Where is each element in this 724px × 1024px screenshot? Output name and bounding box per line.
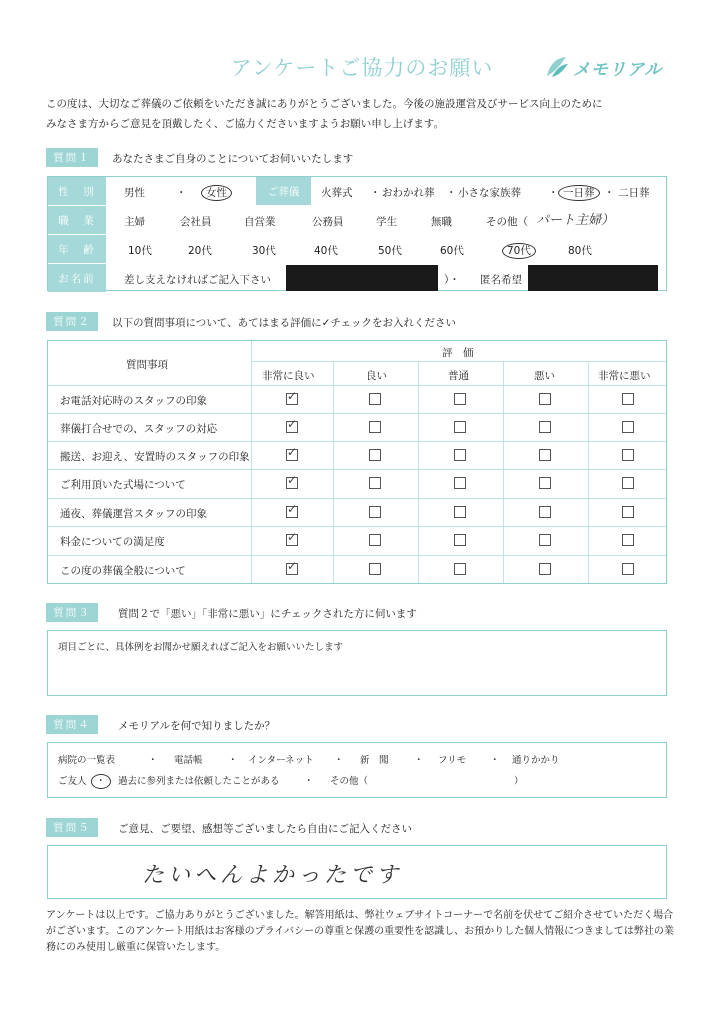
job-other-written: パート主婦） <box>536 213 615 228</box>
rating-checkbox[interactable] <box>539 393 551 405</box>
job-option-employee[interactable]: 会社員 <box>180 216 212 228</box>
rating-header: 評 価 <box>442 347 474 359</box>
q1-question: あなたさまご自身のことについてお伺いいたします <box>112 153 354 165</box>
rating-checkbox[interactable] <box>286 421 298 433</box>
rating-checkbox[interactable] <box>622 534 634 546</box>
q3-prompt: 項目ごとに、具体例をお聞かせ願えればご記入をお願いいたします <box>58 642 344 653</box>
gender-head: 性 別 <box>48 177 106 205</box>
job-option-student[interactable]: 学生 <box>376 216 397 228</box>
rating-col-bad: 悪い <box>534 370 555 382</box>
rating-col-good: 良い <box>366 370 387 382</box>
q3-label: 質問３ <box>46 603 98 622</box>
closing-text: アンケートは以上です。ご協力ありがとうございました。解答用紙は、弊社ウェブサイトコーナーで名前を伏せてご紹介させていただく場合がございます。このアンケート用紙はお客様のプライバシーの尊重と保護の重要性を認識し、お預かりした個人情報につきましては弊社の業務にのみ使用し厳重に保管いたします。 <box>46 910 674 953</box>
age-option-20s[interactable]: 20代 <box>188 245 212 257</box>
rating-checkbox[interactable] <box>454 506 466 518</box>
rating-checkbox[interactable] <box>286 393 298 405</box>
rating-item-label: 葬儀打合せでの、スタッフの対応 <box>60 423 218 435</box>
job-option-other[interactable]: その他（ <box>486 216 528 228</box>
rating-checkbox[interactable] <box>622 506 634 518</box>
q1-label: 質問１ <box>46 148 98 167</box>
rating-col-average: 普通 <box>448 370 469 382</box>
rating-checkbox[interactable] <box>454 393 466 405</box>
memorial-logo <box>544 52 662 82</box>
rating-checkbox[interactable] <box>286 449 298 461</box>
age-option-10s[interactable]: 10代 <box>128 245 152 257</box>
rating-checkbox[interactable] <box>369 534 381 546</box>
rating-checkbox[interactable] <box>369 477 381 489</box>
rating-checkbox[interactable] <box>622 563 634 575</box>
q1-table <box>47 176 667 291</box>
separator: ・ <box>228 755 238 766</box>
q5-question: ご意見、ご要望、感想等ございましたら自由にご記入ください <box>118 823 412 835</box>
funeral-option-two-day[interactable]: 二日葬 <box>618 187 650 199</box>
anonymous-label: 匿名希望 <box>480 274 522 286</box>
item-header: 質問事項 <box>126 359 168 371</box>
job-option-civil-servant[interactable]: 公務員 <box>312 216 344 228</box>
rating-checkbox[interactable] <box>539 477 551 489</box>
job-option-unemployed[interactable]: 無職 <box>431 216 452 228</box>
rating-checkbox[interactable] <box>454 449 466 461</box>
rating-checkbox[interactable] <box>622 449 634 461</box>
q4-option-newspaper[interactable]: 新 聞 <box>360 755 389 766</box>
q4-option-furimo[interactable]: フリモ <box>438 755 467 766</box>
rating-checkbox[interactable] <box>539 563 551 575</box>
separator: ・ <box>490 755 500 766</box>
q5-handwritten-answer: たいへんよかったです <box>142 863 403 888</box>
q4-option-past-attendance[interactable]: 過去に参列または依頼したことがある <box>118 776 280 787</box>
rating-checkbox[interactable] <box>454 534 466 546</box>
separator: ・ <box>414 755 424 766</box>
rating-checkbox[interactable] <box>622 393 634 405</box>
name-close: ）・ <box>444 274 460 286</box>
job-option-housewife[interactable]: 主婦 <box>124 216 145 228</box>
rating-checkbox[interactable] <box>622 421 634 433</box>
separator: ・ <box>370 187 381 199</box>
q4-option-internet[interactable]: インターネット <box>248 755 314 766</box>
separator: ・ <box>548 187 559 199</box>
rating-checkbox[interactable] <box>369 563 381 575</box>
rating-checkbox[interactable] <box>539 506 551 518</box>
logo-text: メモリアル <box>573 59 663 80</box>
q5-answer-box[interactable] <box>47 845 667 899</box>
q2-rating-table <box>47 340 667 584</box>
rating-col-very-bad: 非常に悪い <box>598 370 651 382</box>
rating-checkbox[interactable] <box>539 534 551 546</box>
rating-item-label: ご利用頂いた式場について <box>60 479 186 491</box>
rating-checkbox[interactable] <box>622 477 634 489</box>
separator: ・ <box>446 187 457 199</box>
q5-label: 質問５ <box>46 818 98 837</box>
q4-other-close: ） <box>514 776 524 787</box>
age-option-30s[interactable]: 30代 <box>252 245 276 257</box>
q4-selected-circle[interactable]: ・ <box>96 773 106 787</box>
q3-answer-box[interactable] <box>47 630 667 696</box>
q2-label: 質問２ <box>46 312 98 331</box>
rating-checkbox[interactable] <box>286 477 298 489</box>
rating-checkbox[interactable] <box>286 563 298 575</box>
rating-checkbox[interactable] <box>454 477 466 489</box>
funeral-head: ご葬儀 <box>256 177 311 205</box>
rating-item-label: 搬送、お迎え、安置時のスタッフの印象 <box>60 451 250 463</box>
gender-option-female[interactable]: 女性 <box>206 185 227 200</box>
redacted-anonymous <box>528 265 658 291</box>
funeral-option-family[interactable]: 小さな家族葬 <box>458 187 521 199</box>
rating-item-label: この度の葬儀全般について <box>60 565 186 577</box>
rating-item-label: お電話対応時のスタッフの印象 <box>60 395 207 407</box>
job-option-self-employed[interactable]: 自営業 <box>244 216 276 228</box>
age-option-60s[interactable]: 60代 <box>440 245 464 257</box>
redacted-name <box>286 265 438 291</box>
rating-checkbox[interactable] <box>539 449 551 461</box>
age-option-50s[interactable]: 50代 <box>378 245 402 257</box>
page-title: アンケートご協力のお願い <box>230 56 494 80</box>
rating-col-very-good: 非常に良い <box>262 370 315 382</box>
rating-checkbox[interactable] <box>369 449 381 461</box>
funeral-option-one-day[interactable]: 一日葬 <box>563 185 595 200</box>
age-option-40s[interactable]: 40代 <box>314 245 338 257</box>
separator: ・ <box>304 776 314 787</box>
rating-checkbox[interactable] <box>286 534 298 546</box>
q4-options-box <box>47 742 667 798</box>
age-option-80s[interactable]: 80代 <box>568 245 592 257</box>
rating-checkbox[interactable] <box>454 421 466 433</box>
q4-option-phonebook[interactable]: 電話帳 <box>174 755 203 766</box>
q2-question: 以下の質問事項について、あてはまる評価に✓チェックをお入れください <box>112 317 457 329</box>
q4-question: メモリアルを何で知りましたか？ <box>118 720 276 732</box>
leaf-logo-icon <box>544 54 570 80</box>
rating-checkbox[interactable] <box>286 506 298 518</box>
age-head: 年 齢 <box>48 235 106 263</box>
rating-checkbox[interactable] <box>369 393 381 405</box>
funeral-option-farewell[interactable]: おわかれ葬 <box>382 187 435 199</box>
funeral-option-cremation[interactable]: 火葬式 <box>321 187 353 199</box>
rating-checkbox[interactable] <box>369 421 381 433</box>
rating-checkbox[interactable] <box>539 421 551 433</box>
gender-option-male[interactable]: 男性 <box>124 187 145 199</box>
separator: ・ <box>604 187 615 199</box>
intro-text: この度は、大切なご葬儀のご依頼をいただき誠にありがとうございました。今後の施設運営及びサービス向上のために みなさま方からご意見を頂戴したく、ご協力くださいますようお願い申し上げます。 <box>46 98 603 130</box>
name-head: お名前 <box>48 264 106 292</box>
q3-question: 質問２で「悪い」「非常に悪い」にチェックされた方に伺います <box>118 608 417 620</box>
q4-option-passing-by[interactable]: 通りかかり <box>512 755 560 766</box>
separator: ・ <box>148 755 158 766</box>
rating-checkbox[interactable] <box>369 506 381 518</box>
job-head: 職 業 <box>48 206 106 234</box>
rating-item-label: 料金についての満足度 <box>60 536 165 548</box>
separator: ・ <box>176 187 187 199</box>
q4-option-hospital-list[interactable]: 病院の一覧表 <box>58 755 116 766</box>
q4-label: 質問４ <box>46 715 98 734</box>
name-prompt: 差し支えなければご記入下さい <box>124 274 271 286</box>
q4-option-friend[interactable]: ご友人 <box>58 776 87 787</box>
age-option-70s[interactable]: 70代 <box>507 243 531 258</box>
rating-item-label: 通夜、葬儀運営スタッフの印象 <box>60 508 207 520</box>
separator: ・ <box>334 755 344 766</box>
rating-checkbox[interactable] <box>454 563 466 575</box>
q4-option-other[interactable]: その他（ <box>330 776 369 787</box>
